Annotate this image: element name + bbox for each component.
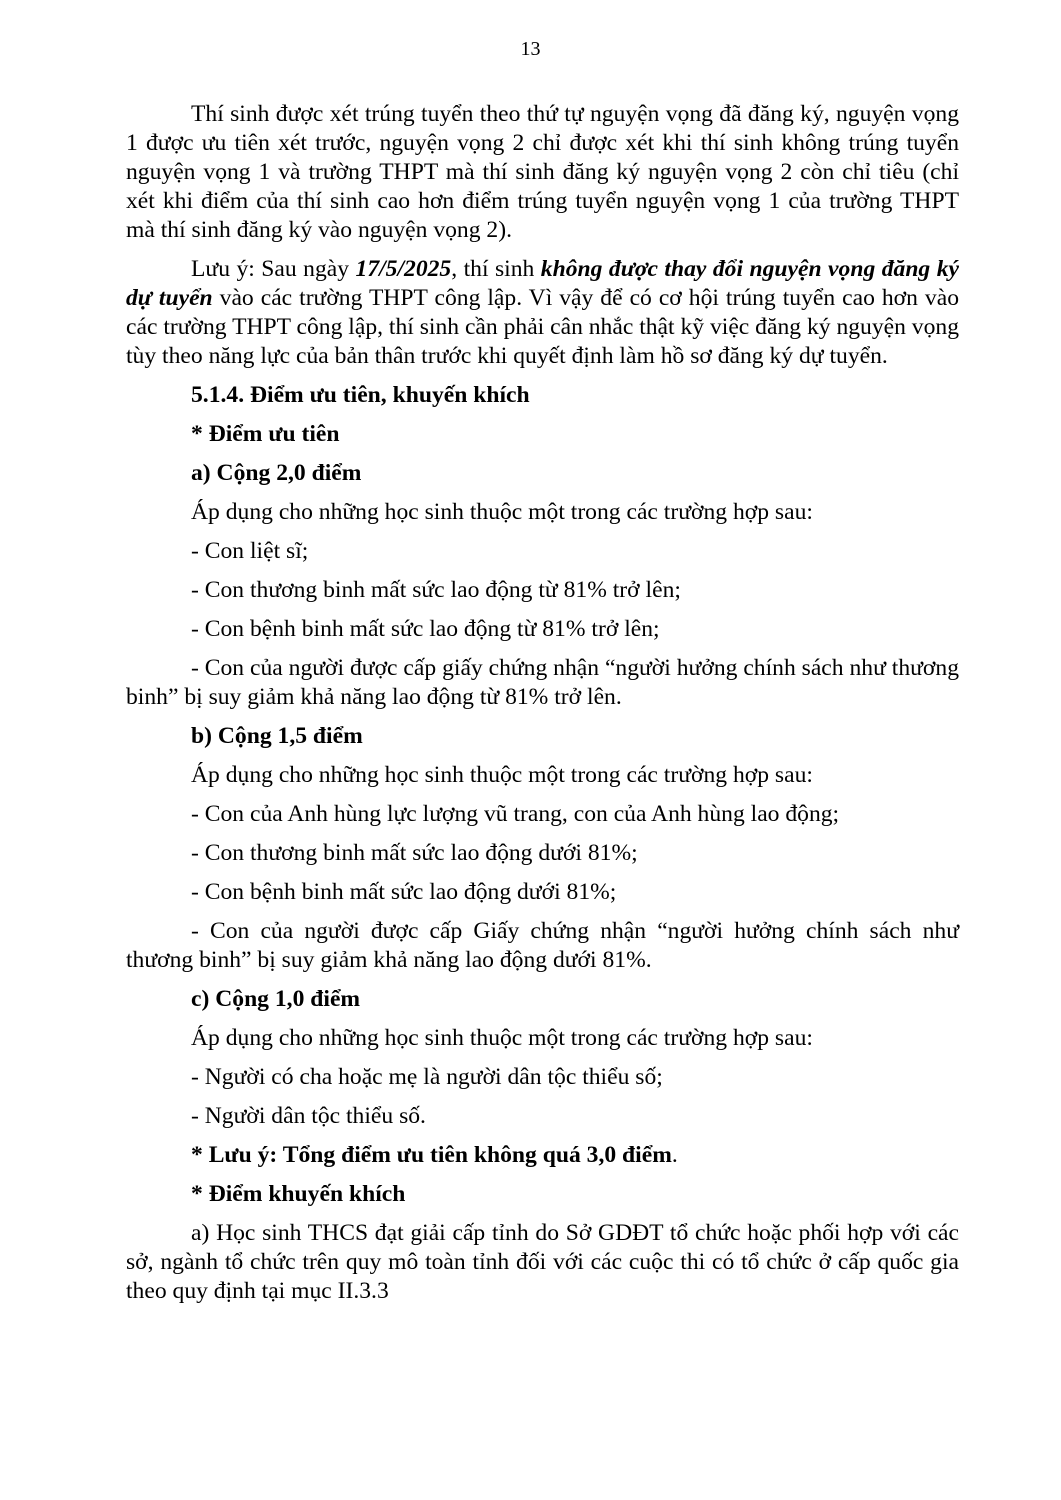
list-item: - Con bệnh binh mất sức lao động từ 81% trở lên; — [191, 616, 660, 642]
total-note-text: * Lưu ý: Tổng điểm ưu tiên không quá 3,0 điểm — [191, 1142, 672, 1168]
group-b-heading: b) Cộng 1,5 điểm — [191, 723, 363, 749]
page-number: 13 — [520, 38, 541, 60]
section-title: 5.1.4. Điểm ưu tiên, khuyến khích — [191, 382, 530, 408]
list-item: - Con thương binh mất sức lao động từ 81% trở lên; — [191, 577, 681, 603]
group-c-intro: Áp dụng cho những học sinh thuộc một trong các trường hợp sau: — [191, 1025, 813, 1051]
note-mid: , thí sinh — [451, 256, 541, 282]
note-rest: vào các trường THPT công lập. Vì vậy để có cơ hội trúng tuyển cao hơn vào các trường THPT công lập, thí sinh cần phải cân nhắc thật kỹ việc đăng ký nguyện vọng tùy theo năng lực của bản thân trước khi quyết định làm hồ sơ đăng ký dự tuyển. — [126, 285, 959, 369]
note-date: 17/5/2025 — [355, 256, 452, 282]
document-body — [126, 100, 959, 1316]
list-item: - Con bệnh binh mất sức lao động dưới 81%; — [191, 879, 617, 905]
note-prefix: Lưu ý: Sau ngày — [191, 256, 356, 282]
group-a-heading: a) Cộng 2,0 điểm — [191, 460, 362, 486]
list-item: - Người dân tộc thiểu số. — [191, 1103, 426, 1129]
list-item: - Con liệt sĩ; — [191, 538, 309, 564]
note-emphasis: không được thay đổi nguyện vọng đăng ký dự tuyển — [126, 256, 959, 311]
encourage-item-a: a) Học sinh THCS đạt giải cấp tỉnh do Sở GDĐT tổ chức hoặc phối hợp với các sở, ngành tổ chức trên quy mô toàn tỉnh đối với các cuộc thi có tổ chức ở cấp quốc gia theo quy định tại mục II.3.3 — [126, 1220, 959, 1304]
paragraph-admission-order: Thí sinh được xét trúng tuyển theo thứ tự nguyện vọng đã đăng ký, nguyện vọng 1 được ưu tiên xét trước, nguyện vọng 2 chỉ được xét khi thí sinh không trúng tuyển nguyện vọng 1 và trường THPT mà thí sinh đăng ký nguyện vọng 2 còn chỉ tiêu (chỉ xét khi điểm của thí sinh cao hơn điểm trúng tuyển nguyện vọng 1 của trường THPT mà thí sinh đăng ký vào nguyện vọng 2). — [126, 101, 959, 243]
paragraph-note-deadline — [126, 255, 959, 371]
group-c-heading: c) Cộng 1,0 điểm — [191, 986, 361, 1012]
list-item: - Con của Anh hùng lực lượng vũ trang, con của Anh hùng lao động; — [191, 801, 840, 827]
priority-heading: * Điểm ưu tiên — [191, 421, 340, 447]
group-b-intro: Áp dụng cho những học sinh thuộc một trong các trường hợp sau: — [191, 762, 813, 788]
list-item: - Người có cha hoặc mẹ là người dân tộc thiểu số; — [191, 1064, 663, 1090]
list-item: - Con của người được cấp giấy chứng nhận “người hưởng chính sách như thương binh” bị suy giảm khả năng lao động từ 81% trở lên. — [126, 655, 959, 710]
total-note-end: . — [671, 1142, 678, 1168]
total-priority-note — [126, 1141, 959, 1170]
group-a-intro: Áp dụng cho những học sinh thuộc một trong các trường hợp sau: — [191, 499, 813, 525]
list-item: - Con thương binh mất sức lao động dưới 81%; — [191, 840, 638, 866]
list-item: - Con của người được cấp Giấy chứng nhận “người hưởng chính sách như thương binh” bị suy giảm khả năng lao động dưới 81%. — [126, 918, 959, 973]
encourage-heading: * Điểm khuyến khích — [191, 1181, 406, 1207]
